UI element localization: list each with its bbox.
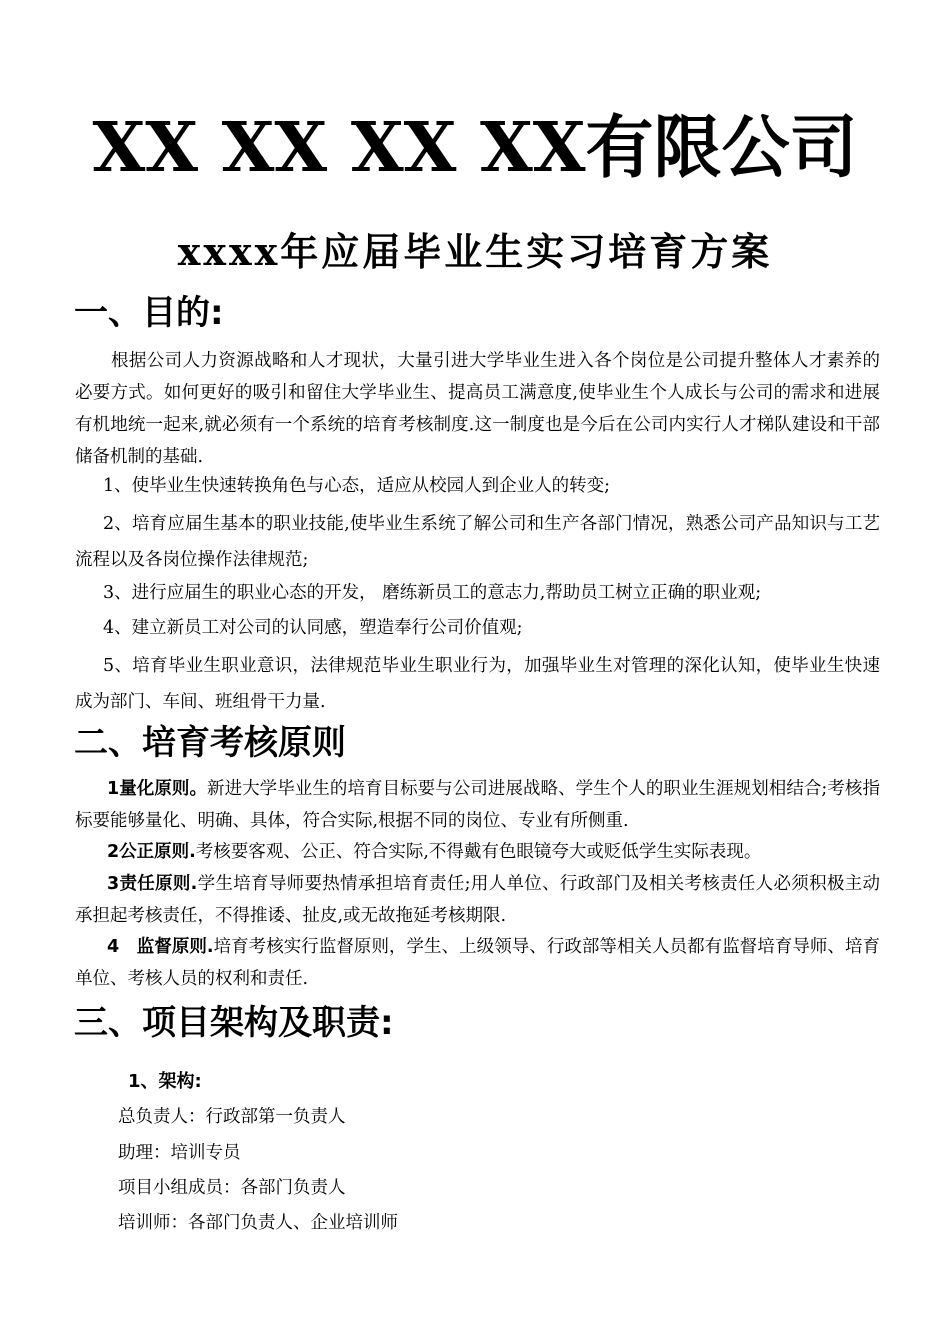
- document-title: XX XX XX XX有限公司: [92, 108, 858, 188]
- principle-text: 学生培育导师要热情承担培育责任;用人单位、行政部门及相关考核责任人必须积极主动承担起考核责任，不得推诿、扯皮,或无故拖延考核期限.: [75, 874, 880, 926]
- principle-paragraph: [75, 773, 880, 837]
- structure-subheading: 1、架构:: [128, 1071, 202, 1092]
- purpose-item: 3、进行应届生的职业心态的开发， 磨练新员工的意志力,帮助员工树立正确的职业观;: [103, 583, 762, 603]
- principle-lead: 4 监督原则.: [107, 937, 214, 957]
- principle-lead: 3责任原则.: [107, 874, 198, 894]
- section-heading-principles: 二、培育考核原则: [74, 723, 346, 763]
- principle-text: 新进大学毕业生的培育目标要与公司进展战略、学生个人的职业生涯规划相结合;考核指标要能够量化、明确、具体，符合实际,根据不同的岗位、专业有所侧重.: [75, 779, 880, 831]
- principle-paragraph: [75, 868, 880, 932]
- org-line: 助理：培训专员: [118, 1143, 241, 1163]
- principle-paragraph: [75, 931, 880, 995]
- principle-lead: 2公正原则.: [107, 842, 196, 862]
- purpose-intro-paragraph: 根据公司人力资源战略和人才现状，大量引进大学毕业生进入各个岗位是公司提升整体人才素养的必要方式。如何更好的吸引和留住大学毕业生、提高员工满意度,使毕业生个人成长与公司的需求和进展有机地统一起来,就必须有一个系统的培育考核制度.这一制度也是今后在公司内实行人才梯队建设和干部储备机制的基础.: [75, 351, 880, 467]
- section-heading-purpose: 一、目的:: [74, 293, 224, 333]
- principle-text: 培育考核实行监督原则，学生、上级领导、行政部等相关人员都有监督培育导师、培育单位、考核人员的权利和责任.: [75, 937, 881, 989]
- section-heading-structure: 三、项目架构及职责:: [74, 1003, 394, 1043]
- document-subtitle: xxxx年应届毕业生实习培育方案: [177, 229, 773, 274]
- purpose-item: 1、使毕业生快速转换角色与心态，适应从校园人到企业人的转变;: [103, 476, 611, 496]
- purpose-item: 4、建立新员工对公司的认同感，塑造奉行公司价值观;: [103, 618, 523, 638]
- org-line: 项目小组成员：各部门负责人: [118, 1178, 346, 1198]
- org-line: 培训师：各部门负责人、企业培训师: [118, 1213, 398, 1233]
- org-line: 总负责人：行政部第一负责人: [118, 1107, 346, 1127]
- principle-paragraph: [75, 836, 880, 868]
- principle-lead: 1量化原则。: [107, 779, 208, 799]
- purpose-item: 5、培育毕业生职业意识，法律规范毕业生职业行为，加强毕业生对管理的深化认知，使毕业生快速成为部门、车间、班组骨干力量.: [75, 656, 880, 712]
- purpose-item: 2、培育应届生基本的职业技能,使毕业生系统了解公司和生产各部门情况，熟悉公司产品知识与工艺流程以及各岗位操作法律规范;: [75, 514, 880, 570]
- principle-text: 考核要客观、公正、符合实际,不得戴有色眼镜夸大或贬低学生实际表现。: [195, 842, 762, 862]
